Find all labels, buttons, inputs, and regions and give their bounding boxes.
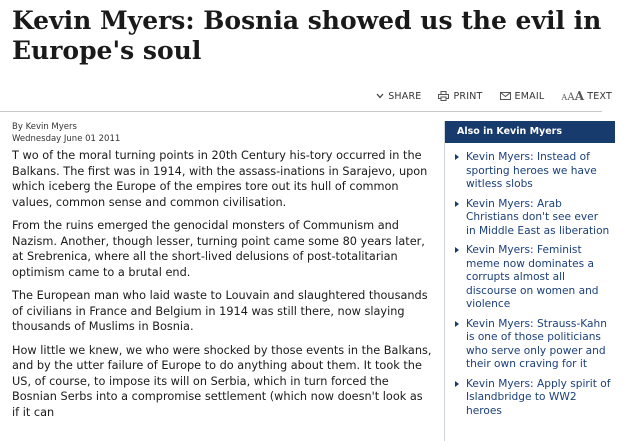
article-paragraph: T wo of the moral turning points in 20th Century his-tory occurred in the Balkans. The first was in 1914, with the assass-inations in Sarajevo, upon which iceberg the Europe of the empires tore out its hull of common values, common sense and common civilisation. [12, 149, 428, 209]
article-toolbar [359, 89, 612, 103]
text-size-label: TEXT [587, 90, 612, 102]
share-button[interactable] [376, 91, 421, 102]
print-button[interactable] [438, 91, 482, 102]
arrow-right-icon [455, 247, 459, 253]
related-article-link[interactable]: Kevin Myers: Instead of sporting heroes we have witless slobs [445, 151, 611, 192]
envelope-icon [500, 92, 511, 100]
related-article-link[interactable]: Kevin Myers: Feminist meme now dominates a corrupts almost all discourse on women and violence [445, 244, 611, 312]
byline [12, 121, 120, 145]
arrow-right-icon [455, 321, 459, 327]
related-articles-panel [444, 121, 615, 441]
related-article-link[interactable]: Kevin Myers: Arab Christians don't see ever in Middle East as liberation [445, 198, 611, 239]
chevron-down-icon [376, 93, 384, 99]
email-button[interactable] [500, 91, 545, 102]
related-articles-list [445, 151, 615, 418]
text-size-button[interactable] [561, 89, 612, 103]
divider [0, 111, 602, 112]
article-paragraph: From the ruins emerged the genocidal monsters of Communism and Nazism. Another, though lesser, turning point came some 80 years later, at Srebrenica, where all the short-lived delusions of post-totalitarian optimism came to a brutal end. [12, 219, 425, 279]
related-article-link[interactable]: Kevin Myers: Strauss-Kahn is one of those politicians who serve only power and their own craving for it [445, 318, 611, 372]
article-body [12, 148, 432, 428]
byline-author: By Kevin Myers [12, 122, 77, 132]
share-label: SHARE [388, 90, 422, 102]
article-headline: Kevin Myers: Bosnia showed us the evil in Europe's soul [12, 6, 602, 65]
related-articles-title: Also in Kevin Myers [445, 121, 615, 143]
text-size-icon: AAA [561, 89, 585, 103]
related-article-link[interactable]: Kevin Myers: Apply spirit of Islandbridge to WW2 heroes [445, 378, 611, 419]
arrow-right-icon [455, 381, 459, 387]
arrow-right-icon [455, 154, 459, 160]
arrow-right-icon [455, 201, 459, 207]
article-paragraph: How little we knew, we who were shocked by those events in the Balkans, and by the utter failure of Europe to do anything about them. It took the US, of course, to impose its will on Serbia, which in turn forced the Bosnian Serbs into a compromise settlement (which now doesn't look as if it can [12, 343, 432, 419]
print-label: PRINT [453, 90, 483, 102]
printer-icon [438, 91, 449, 101]
email-label: EMAIL [514, 90, 545, 102]
byline-date: Wednesday June 01 2011 [12, 134, 121, 144]
article-paragraph: The European man who laid waste to Louvain and slaughtered thousands of civilians in France and Belgium in 1914 was still there, now slaying thousands of Muslims in Bosnia. [12, 289, 428, 333]
